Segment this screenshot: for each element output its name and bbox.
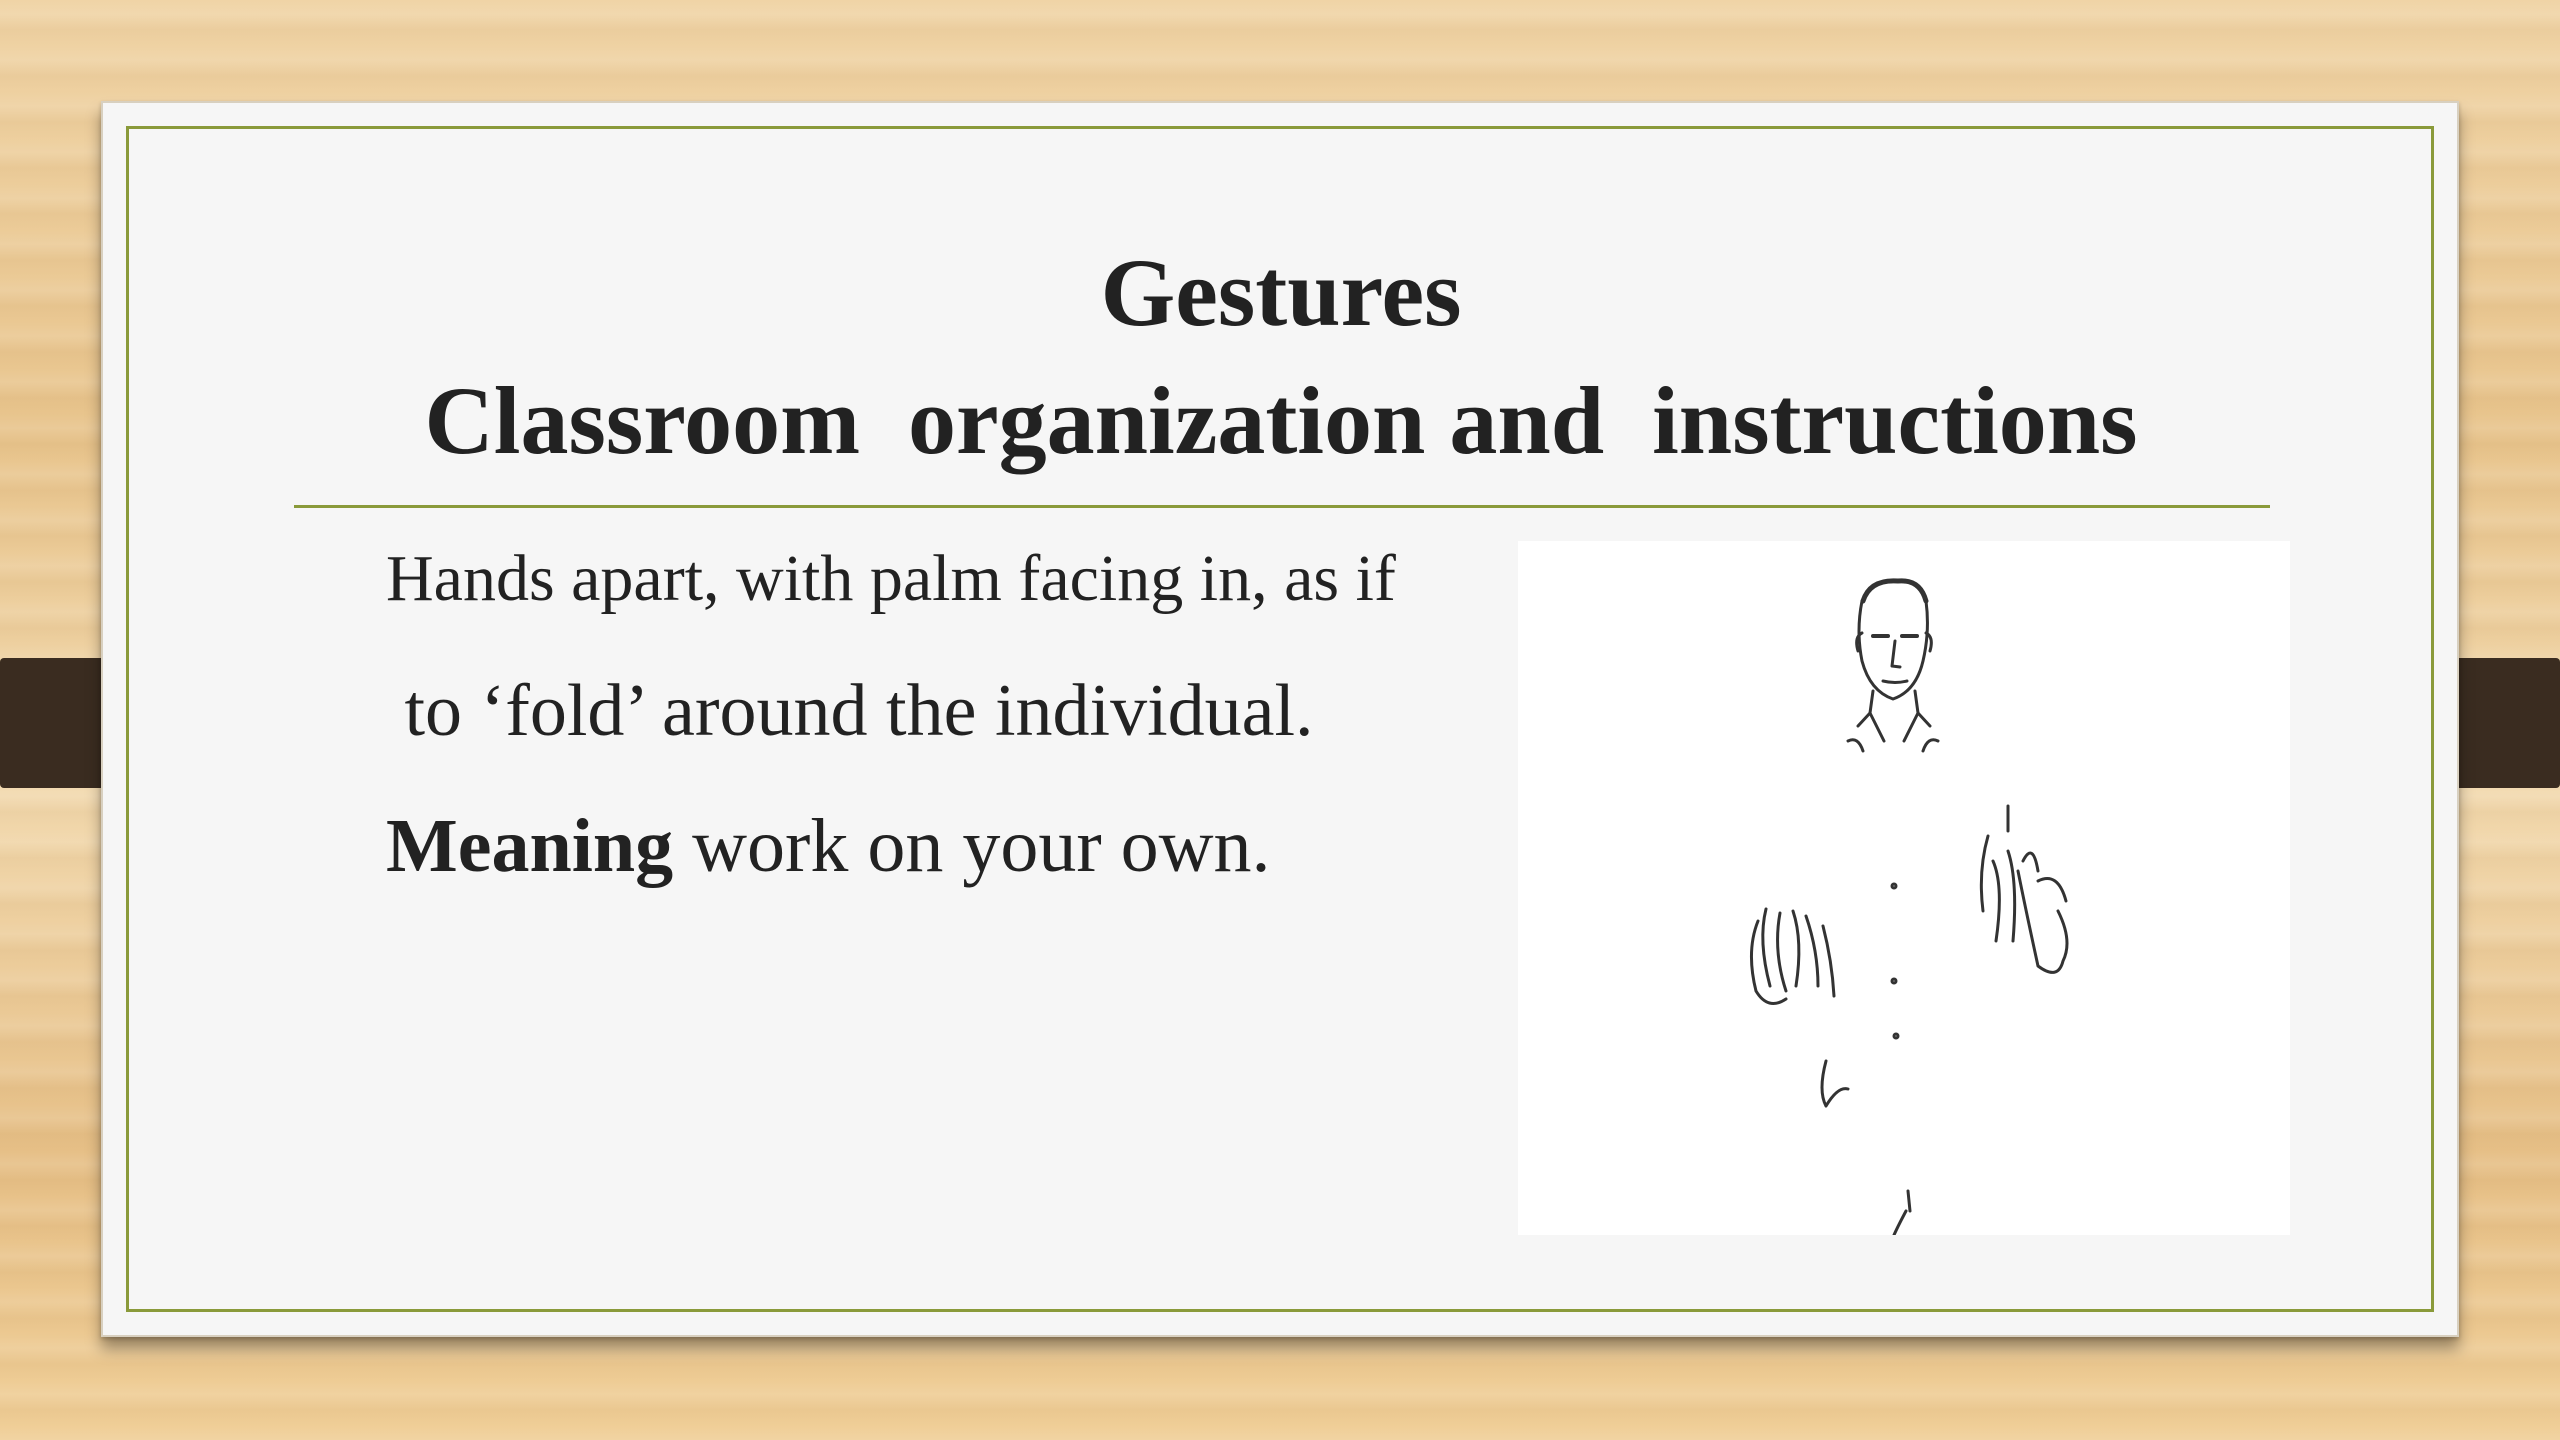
meaning-label: Meaning	[386, 804, 674, 888]
title-divider	[294, 505, 2270, 508]
slide	[101, 101, 2459, 1337]
body-line-2: to ‘fold’ around the individual.	[386, 670, 1314, 752]
title-line-2: Classroom organization and instructions	[424, 367, 2138, 474]
meaning-text: work on your own.	[673, 804, 1271, 888]
title-line-1: Gestures	[1100, 239, 1462, 346]
slide-title	[281, 229, 2281, 485]
man-gesturing-icon	[1518, 541, 2290, 1235]
meaning-line	[386, 803, 1271, 890]
gesture-illustration	[1518, 541, 2290, 1235]
body-line-1: Hands apart, with palm facing in, as if	[386, 542, 1396, 615]
